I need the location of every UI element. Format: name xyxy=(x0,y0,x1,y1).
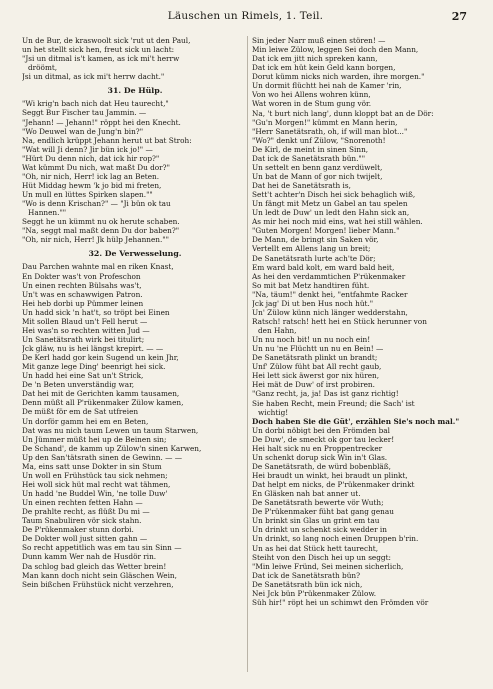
left-column xyxy=(22,36,248,676)
text-line: "Wi krig'n bach nich dat Heu taurecht," xyxy=(22,99,169,109)
text-line: wichtig! xyxy=(258,407,289,417)
text-line: Up den San'tätsrath sinen de Gewinn. — — xyxy=(22,452,183,462)
text-line: den Hahn, xyxy=(258,326,297,335)
text-line: Da schlog bad gleich das Wetter brein! xyxy=(22,561,167,571)
text-line: Un hadd sick 'n hat't, so tröpt bei Einen xyxy=(22,307,170,317)
section-heading: 32. De Verwesselung. xyxy=(88,249,182,259)
text-line: Un't was en schawwigen Patron. xyxy=(22,289,143,299)
text-line: Na, endlich krüppt Jehann herut ut bat Stroh: xyxy=(22,135,192,145)
text-line: De Schand', de kamm up Zülow'n sinen Karwen, xyxy=(22,443,202,453)
text-line: Hei mät de Duw' of irst probiren. xyxy=(252,380,375,390)
text-line: Dat hei de Sanetätsrath is, xyxy=(252,181,351,190)
text-line: Seggt Bur Fischer tau Jammin. — xyxy=(22,108,147,118)
text-line: Hannen."" xyxy=(28,208,67,218)
text-line: Un drinkt un schenkt sick wedder in xyxy=(252,525,387,535)
text-line: Denn müßt all P'rükenmaker Zülow kamen, xyxy=(22,398,184,408)
text-line: De Sanetätsrath bün ick nich, xyxy=(252,579,363,589)
text-line: Un schenkt dorup sick Win in't Glas. xyxy=(252,452,388,462)
text-line: De 'n Beten unverständig war, xyxy=(22,380,135,390)
text-line: Sett't achter'n Disch hei sick behaglich wiß, xyxy=(252,190,416,200)
text-line: "Oh, nir nich, Herr! Jk hülp Jehannen."" xyxy=(22,235,170,245)
text-line: Dau Parchen wahnte mal en riken Knast, xyxy=(22,262,174,272)
text-line: "Wo Deuwel wan de Jung'n bin?" xyxy=(22,126,144,136)
text-line: Steiht von den Disch hei up un seggt: xyxy=(252,552,391,562)
running-title: Läuschen un Rimels, 1. Teil. xyxy=(167,10,324,22)
text-line: Dat helpt em nicks, de P'rükenmaker drinkt xyxy=(252,480,415,490)
text-line: Hei woll sick hüt mal recht wat tähmen, xyxy=(22,479,171,489)
running-header xyxy=(24,10,467,26)
text-line: un het stellt sick hen, freut sick un lacht: xyxy=(22,45,175,55)
text-line: Mit ganze lege Ding' beenrigt hei sick. xyxy=(22,362,166,372)
text-line: Un nu 'ne Flüchtt un nu en Bein! — xyxy=(252,344,384,354)
text-line: "Gu'n Morgen!" kümmt en Mann herin, xyxy=(252,117,398,127)
text-line: Min leiwe Zülow, leggen Sei doch den Mann, xyxy=(252,45,419,55)
text-line: Dunn kamm Wer nah de Husdör rin. xyxy=(22,552,157,562)
text-line: Dat hei mit de Gerichten kamm tausamen, xyxy=(22,389,180,399)
text-line: As mir hei noch mid eins, wat hei still wählen. xyxy=(252,217,423,227)
text-line: "Oh, nir nich, Herr! ick lag an Beten. xyxy=(22,171,160,181)
text-line: "Na, seggt mal maßt denn Du dor baben?" xyxy=(22,226,180,236)
section-heading: 31. De Hülp. xyxy=(107,86,163,96)
text-line: Na, 't burt nich lang', dunn kloppt bat an de Dör: xyxy=(252,108,434,118)
text-line: Un ledt de Duw' un ledt den Hahn sick an, xyxy=(252,208,410,218)
text-line: De Sanetätsrath, de würd bobenbläß, xyxy=(252,461,391,471)
text-line: "Wo is denn Krischan?" — "Ji bün ok tau xyxy=(22,199,171,209)
text-line: Un settelt en benn ganz verdüwelt, xyxy=(252,162,383,172)
text-line: As hei den verdammtichen P'rükenmaker xyxy=(252,271,406,281)
text-line: En Dokter was't von Profeschon xyxy=(22,271,141,281)
text-line: De Sanetätsrath lurte ach'te Dör; xyxy=(252,253,376,263)
text-line: Dat ick de Sanetätsrath bün? xyxy=(252,570,361,580)
text-line: De prahlte recht, as flüßt Du mi — xyxy=(22,507,150,517)
text-line: Vertellt em Allens lang un breit; xyxy=(252,244,371,254)
text-line: Un bat de Mann of gor nich twijelt, xyxy=(252,171,383,181)
text-line: Hei was'n so rechten witten Jud — xyxy=(22,325,150,335)
text-line: Un hadd hei eine Sat un't Strick, xyxy=(22,371,144,381)
text-line: Von wo hei Allens wohren künn, xyxy=(252,90,371,100)
text-line: Un dorför gamm hei em en Beten, xyxy=(22,416,149,426)
text-line: De Duw', de smeckt ok gor tau lecker! xyxy=(252,434,395,444)
text-line: "Guten Morgen! Morgen! lieber Mann." xyxy=(252,226,400,236)
right-column xyxy=(252,36,478,676)
text-line: "Min leiwe Fründ, Sei meinen sicherlich, xyxy=(252,561,404,571)
text-line: "Hürt Du denn nich, dat ick hir rop?" xyxy=(22,153,160,163)
text-line: Ma, eins satt unse Dokter in sin Stum xyxy=(22,461,162,471)
text-line: "Na, täum!" denkt hei, "entfahmte Racker xyxy=(252,289,408,299)
text-line: "Wo?" denkt unf Zülow, "Snorenoth! xyxy=(252,135,386,145)
text-line: Seggt he un kümmt nu ok herute schaben. xyxy=(22,217,180,227)
page-number: 27 xyxy=(451,10,467,23)
text-line: Mit sollen Blaud un't Fell herut — xyxy=(22,316,148,326)
text-line: Un mull en lüttes Spirken slapen."" xyxy=(22,190,153,199)
text-line: Un fängt mit Metz un Gabel an tau spelen xyxy=(252,199,408,209)
text-line: Hüt Middag hewm 'k jo bid mi freten, xyxy=(22,180,162,190)
text-line: Hei halt sick nu en Proppentrecker xyxy=(252,443,383,453)
text-line: Jck gläw, nu is hei längst krepirt. — — xyxy=(22,344,164,353)
text-line: Ratsch! ratsch! hett hei en Stück herunner von xyxy=(252,316,427,326)
text-line: Un einen rechten Bülsahs was't, xyxy=(22,280,142,290)
text-line: Süh hir!" röpt hei un schimwt den Frömden vör xyxy=(252,597,429,607)
text-line: Hei lett sick äwerst gor nix hüren, xyxy=(252,371,380,381)
text-line: Un drinkt, so lang noch einen Druppen b'rin. xyxy=(252,534,419,544)
text-line: Dat was nu nich taum Lewen un taum Starwen, xyxy=(22,425,199,435)
text-line: Wat kümmt Du nich, wat maßt Du dor?" xyxy=(22,162,170,172)
text-line: De P'rükenmaker füht bat gang genau xyxy=(252,507,394,517)
text-line: Un dorbi nöbigt bei den Frömden bal xyxy=(252,425,390,435)
text-line: Un Jümmer müßt hei up de Beinen sin; xyxy=(22,434,167,444)
text-line: Unf' Zülow füht bat All recht gaub, xyxy=(252,362,382,372)
text-line: De Dokter woll just sitten gahn — xyxy=(22,534,148,544)
text-line: Sein bißchen Frühstück nicht verzehren, xyxy=(22,579,174,589)
text-line: Un einen rechten fetten Hahn — xyxy=(22,498,143,508)
text-line: Un' Zülow künn nich länger wedderstahn, xyxy=(252,307,408,317)
text-line: Doch haben Sie die Güt', erzählen Sie's noch mal." xyxy=(252,416,460,426)
text-line: Nei Jck bün P'rükenmaker Zülow. xyxy=(252,588,377,598)
text-line: De P'rükenmaker stunn dorbi. xyxy=(22,525,134,535)
text-line: Un hadd 'ne Buddel Win, 'ne tolle Duw' xyxy=(22,489,168,498)
text-line: "Jehann! — Jehann!" röppt hei den Knecht. xyxy=(22,117,181,127)
text-line: Un brinkt sin Glas un grint em tau xyxy=(252,516,380,526)
text-line: Dat ick em jitt nich spreken kann, xyxy=(252,54,378,64)
text-line: Sie haben Recht, mein Freund; die Sach' ist xyxy=(252,398,415,408)
text-line: So mit bat Metz handtiren füht. xyxy=(252,280,370,290)
text-line: De Kirl, de meint in sinen Sinn, xyxy=(252,144,369,154)
text-line: Hei braudt un winkt, hei braudt un plinkt, xyxy=(252,471,408,480)
column-divider xyxy=(247,36,248,672)
text-line: De Sanetätsrath plinkt un brandt; xyxy=(252,353,378,363)
text-line: De Kerl hadd gor kein Sugend un kein Jhr, xyxy=(22,353,179,363)
text-line: Wat woren in de Stum gung vör. xyxy=(252,99,372,109)
text-line: De müßt för em de Sat utfreien xyxy=(22,407,139,417)
text-line: So recht appetitlich was em tau sin Sinn — xyxy=(22,543,182,553)
text-line: Man kann doch nicht sein Gläschen Wein, xyxy=(22,570,177,580)
text-line: "Wat will Ji denn? Jir bün ick jo!" — xyxy=(22,144,153,154)
text-line: Un Sanetätsrath wirk bei titulirt; xyxy=(22,334,145,344)
text-line: De Sanetätsrath bewerte vör Wuth; xyxy=(252,498,384,508)
text-line: Taum Snabuliren vör sick stahn. xyxy=(22,516,142,526)
text-line: Dat ick de Sanetätsrath bün."" xyxy=(252,153,366,163)
text-line: Un de Bur, de kraswoolt sick 'rut ut den Paul, xyxy=(22,36,191,45)
text-line: "Herr Sanetätsrath, oh, if will man blot..." xyxy=(252,126,408,136)
text-line: Un nu noch bit! un nu noch ein! xyxy=(252,335,371,345)
text-line: Dat ick em hüt kein Geld kann borgen, xyxy=(252,63,396,73)
text-line: Em ward bald kolt, em ward bald heit, xyxy=(252,262,395,272)
text-line: Dorut kümm nicks nich warden, ihre morgen." xyxy=(252,72,425,82)
text-line: En Gläsken nah bat anner ut. xyxy=(252,489,361,499)
text-line: Un as hei dat Stück hett taurecht, xyxy=(252,543,379,553)
text-line: "Jsi un ditmal is't kamen, as ick mi't herrw xyxy=(22,54,180,64)
text-line: "Ganz recht, ja, ja! Das ist ganz richtig! xyxy=(252,389,399,399)
text-line: dröömt, xyxy=(28,63,58,73)
text-line: Jck jag' Di ut ben Hus noch hüt." xyxy=(252,298,374,308)
text-line: De Mann, de bringt sin Saken vör, xyxy=(252,235,379,245)
text-line: Un woll en Frühstück tau sick nehmen; xyxy=(22,470,168,480)
text-line: Sin jeder Narr muß einen stören! — xyxy=(252,36,386,45)
text-line: Hei heb dorbi up Pümmer leinen xyxy=(22,298,144,308)
text-line: Jsi un ditmal, as ick mi't herrw dacht." xyxy=(22,72,165,82)
text-line: Un dormit flüchtt hei nah de Kamer 'rin, xyxy=(252,81,402,91)
